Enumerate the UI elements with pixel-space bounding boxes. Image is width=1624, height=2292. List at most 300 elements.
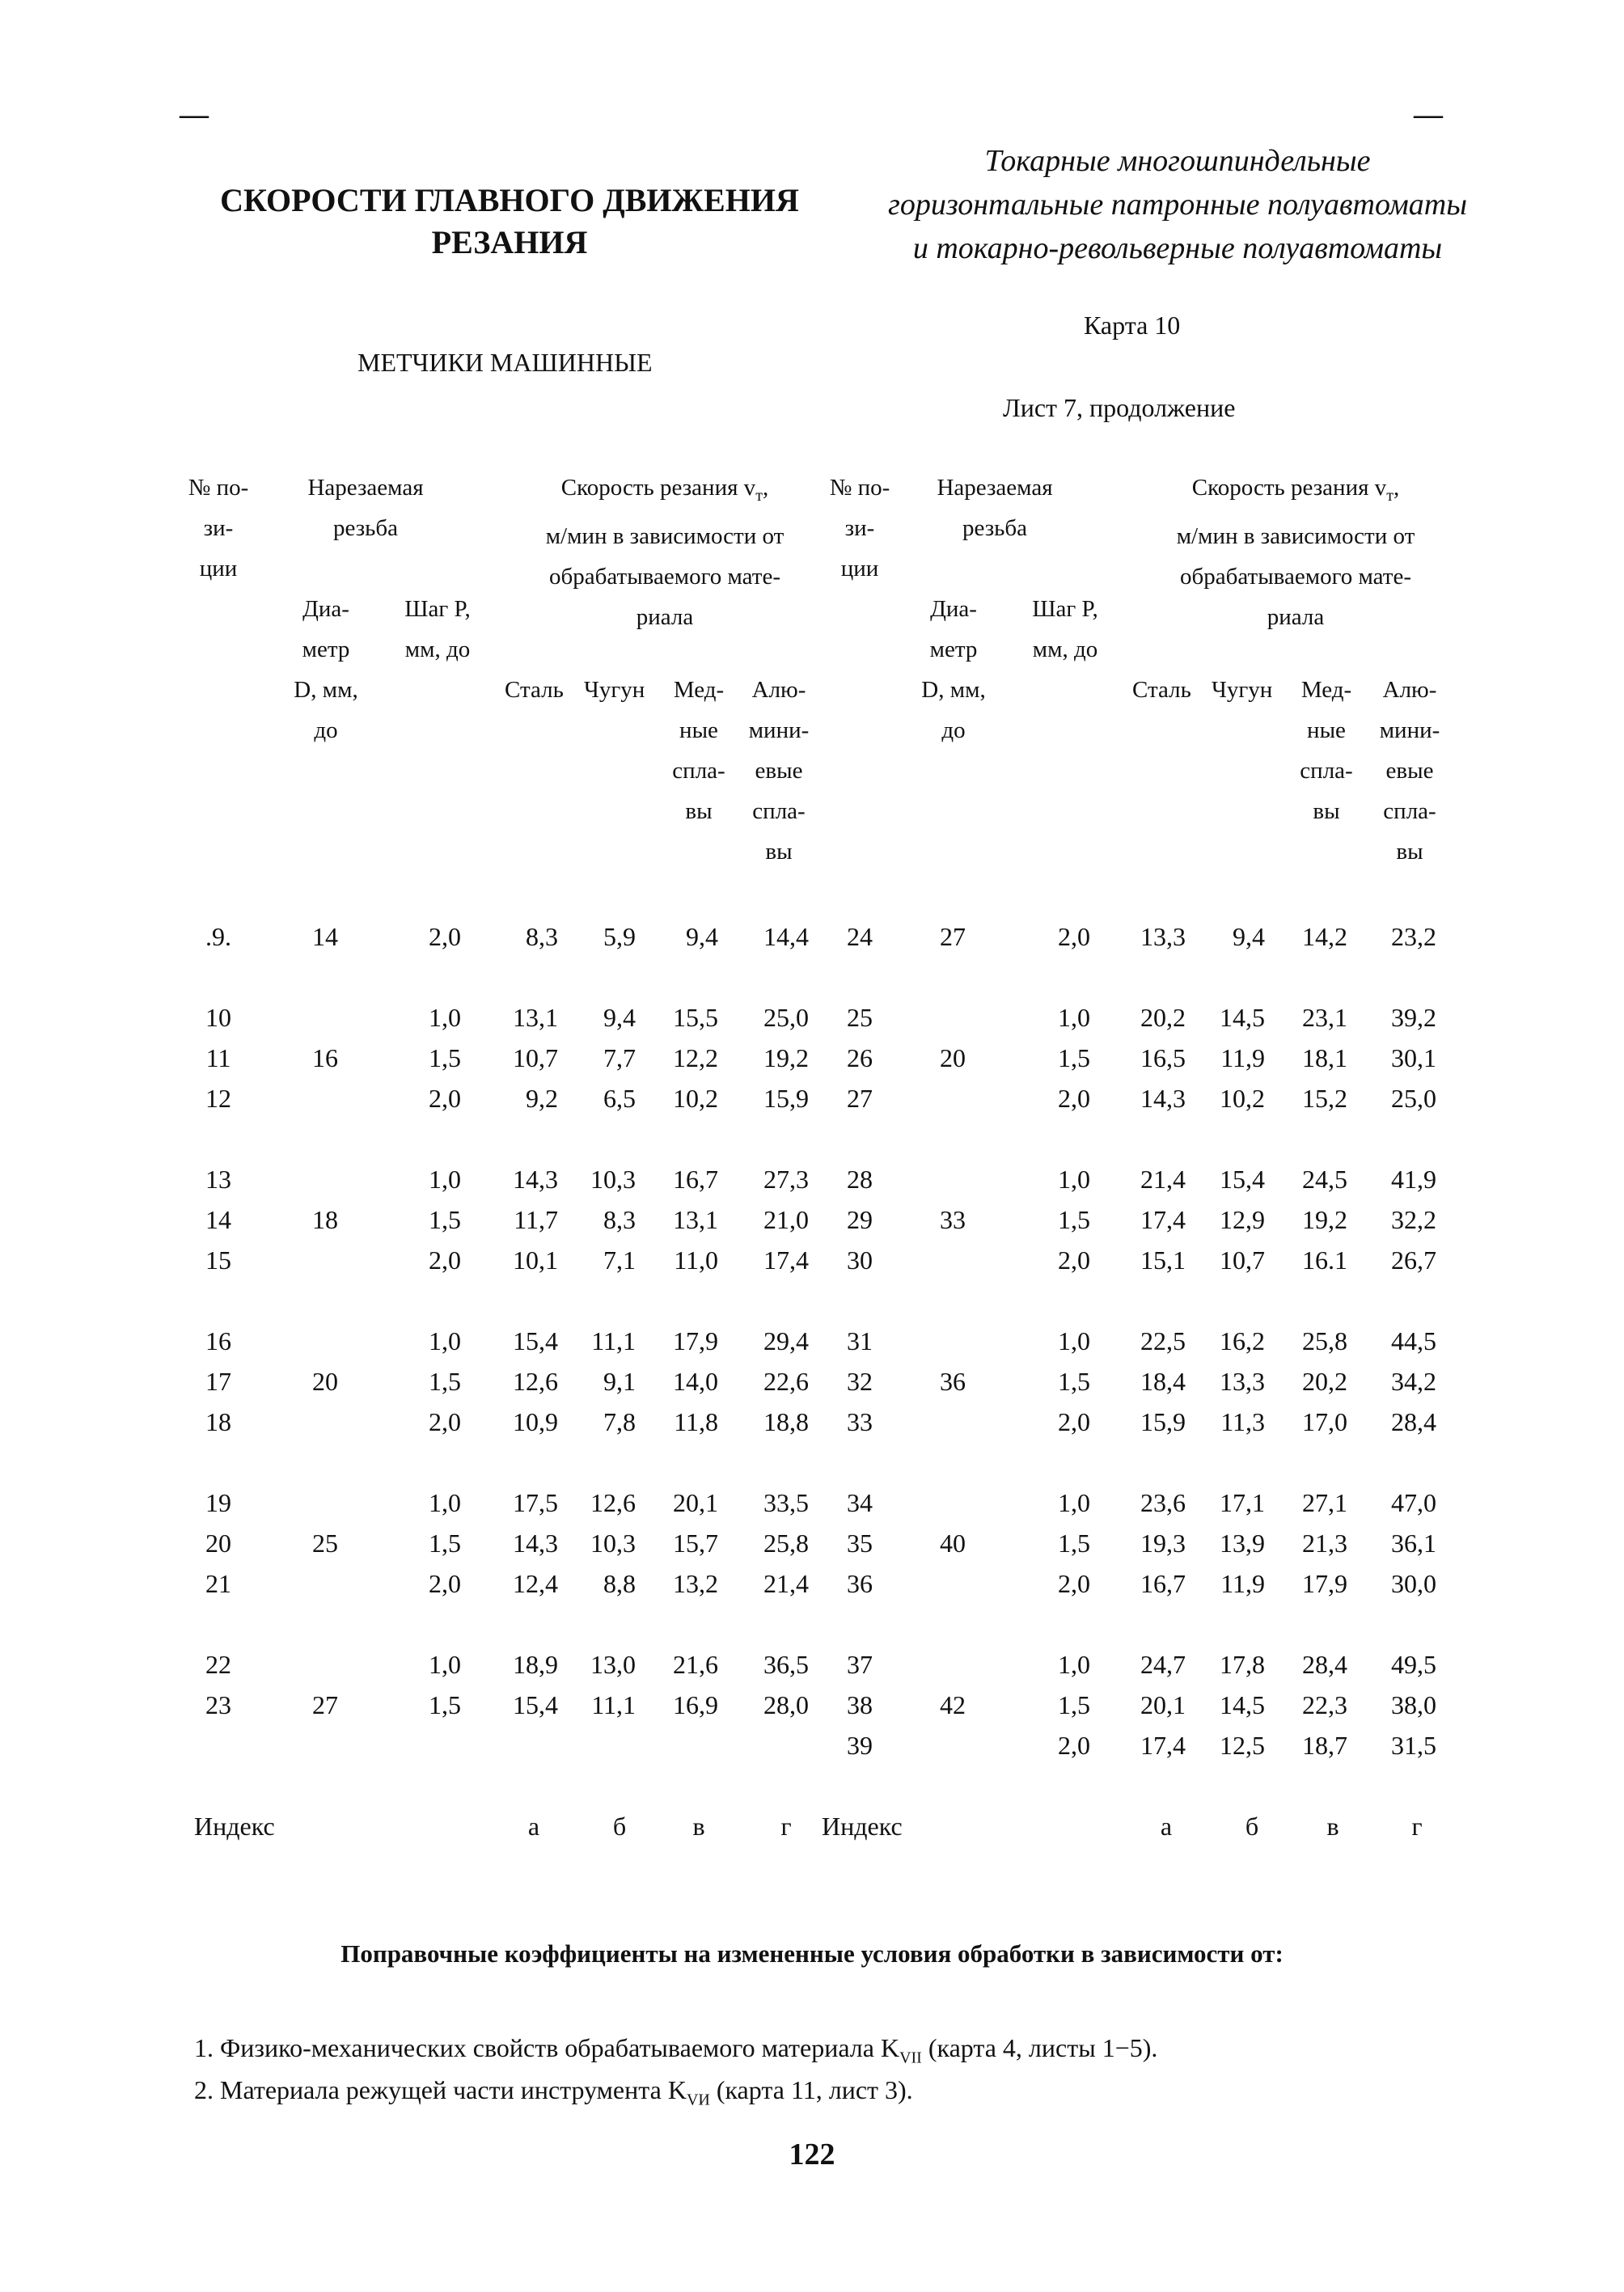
cell-copper: 15,2 bbox=[1302, 1084, 1347, 1113]
cell-iron: 13,9 bbox=[1220, 1529, 1265, 1558]
header-text: Алю- bbox=[751, 677, 806, 703]
header-position bbox=[182, 467, 255, 589]
cell-position: 31 bbox=[847, 1326, 873, 1355]
cell-iron: 10,7 bbox=[1220, 1245, 1265, 1275]
cell-aluminium: 28,0 bbox=[763, 1690, 809, 1719]
cell-iron: 10,3 bbox=[590, 1165, 636, 1194]
note-text: 2. Материала режущей части инструмента K bbox=[194, 2075, 687, 2104]
cell-step: 2,0 bbox=[429, 1407, 461, 1436]
header-text: риала bbox=[1267, 603, 1325, 630]
cell-steel: 20,1 bbox=[1140, 1690, 1186, 1719]
header-text: спла- bbox=[672, 758, 725, 784]
header-text: № по- bbox=[829, 475, 890, 501]
cell-aluminium: 38,0 bbox=[1391, 1690, 1436, 1719]
cell-iron: 9,1 bbox=[603, 1367, 636, 1396]
corrections-title: Поправочные коэффициенты на измененные условия обработки в зависимости от: bbox=[340, 1939, 1284, 1968]
cell-position: 14 bbox=[205, 1205, 231, 1234]
cell-aluminium: 49,5 bbox=[1391, 1650, 1436, 1679]
cell-copper: 18,1 bbox=[1302, 1043, 1347, 1072]
header-text: до bbox=[941, 717, 966, 743]
machine-line-2: горизонтальные патронные полуавтоматы bbox=[888, 188, 1467, 222]
header-text: ные bbox=[679, 717, 718, 743]
cell-iron: 10,3 bbox=[590, 1529, 636, 1558]
cell-copper: 12,2 bbox=[673, 1043, 718, 1072]
cell-copper: 24,5 bbox=[1302, 1165, 1347, 1194]
cell-step: 1,0 bbox=[429, 1650, 461, 1679]
cell-iron: 17,1 bbox=[1220, 1488, 1265, 1517]
note-text: (карта 11, лист 3). bbox=[709, 2075, 913, 2104]
cell-diameter: 18 bbox=[312, 1205, 338, 1234]
cell-step: 1,5 bbox=[429, 1205, 461, 1234]
cell-step: 2,0 bbox=[429, 1569, 461, 1598]
cell-steel: 10,9 bbox=[513, 1407, 558, 1436]
cell-aluminium: 22,6 bbox=[763, 1367, 809, 1396]
cell-step: 1,5 bbox=[429, 1367, 461, 1396]
cell-position: 35 bbox=[847, 1529, 873, 1558]
cell-position: 27 bbox=[847, 1084, 873, 1113]
top-left-dash: — bbox=[180, 98, 209, 130]
cell-position: 21 bbox=[205, 1569, 231, 1598]
header-text: ные bbox=[1307, 717, 1346, 743]
note-text: (карта 4, листы 1−5). bbox=[921, 2033, 1158, 2062]
cell-copper: 16.1 bbox=[1302, 1245, 1347, 1275]
header-text: вы bbox=[685, 798, 713, 824]
cell-steel: 18,4 bbox=[1140, 1367, 1186, 1396]
sheet-label: Лист 7, продолжение bbox=[1003, 393, 1236, 422]
cell-position: 13 bbox=[205, 1165, 231, 1194]
cell-copper: 21,6 bbox=[673, 1650, 718, 1679]
header-text: вы bbox=[1396, 839, 1423, 865]
cell-position: 25 bbox=[847, 1003, 873, 1032]
cell-position: .9. bbox=[205, 922, 231, 951]
cell-steel: 13,1 bbox=[513, 1003, 558, 1032]
cell-copper: 15,7 bbox=[673, 1529, 718, 1558]
index-a-left: а bbox=[527, 1812, 540, 1841]
cell-step: 1,0 bbox=[429, 1488, 461, 1517]
cell-iron: 7,7 bbox=[603, 1043, 636, 1072]
header-text: № по- bbox=[188, 475, 249, 501]
cell-step: 1,5 bbox=[1058, 1529, 1090, 1558]
cell-position: 30 bbox=[847, 1245, 873, 1275]
cell-iron: 7,1 bbox=[603, 1245, 636, 1275]
title-line-2: РЕЗАНИЯ bbox=[431, 224, 588, 260]
header-diameter-right bbox=[909, 589, 998, 751]
header-diameter bbox=[281, 589, 370, 751]
cell-position: 33 bbox=[847, 1407, 873, 1436]
cell-iron: 13,0 bbox=[590, 1650, 636, 1679]
cell-copper: 25,8 bbox=[1302, 1326, 1347, 1355]
cell-iron: 11,3 bbox=[1220, 1407, 1265, 1436]
header-text: метр bbox=[302, 636, 350, 662]
cell-aluminium: 28,4 bbox=[1391, 1407, 1436, 1436]
machine-description bbox=[814, 139, 1542, 270]
note-subscript: VII bbox=[899, 2049, 922, 2067]
header-text: резьба bbox=[332, 515, 399, 541]
cell-aluminium: 47,0 bbox=[1391, 1488, 1436, 1517]
cell-diameter: 20 bbox=[940, 1043, 966, 1072]
header-step-right bbox=[1013, 589, 1118, 670]
cell-aluminium: 27,3 bbox=[763, 1165, 809, 1194]
cell-steel: 19,3 bbox=[1140, 1529, 1186, 1558]
cell-aluminium: 36,5 bbox=[763, 1650, 809, 1679]
cell-aluminium: 17,4 bbox=[763, 1245, 809, 1275]
header-text: Нарезаемая bbox=[307, 475, 424, 501]
cell-aluminium: 30,0 bbox=[1391, 1569, 1436, 1598]
machine-line-3: и токарно-револьверные полуавтоматы bbox=[912, 231, 1443, 265]
cell-iron: 9,4 bbox=[603, 1003, 636, 1032]
header-aluminium-right bbox=[1373, 670, 1446, 872]
cell-aluminium: 15,9 bbox=[763, 1084, 809, 1113]
cell-step: 1,0 bbox=[1058, 1650, 1090, 1679]
header-step bbox=[385, 589, 490, 670]
cell-iron: 6,5 bbox=[603, 1084, 636, 1113]
note-subscript: VИ bbox=[686, 2091, 710, 2109]
cell-copper: 13,1 bbox=[673, 1205, 718, 1234]
header-thread bbox=[285, 467, 446, 548]
header-text: спла- bbox=[752, 798, 806, 824]
cell-position: 24 bbox=[847, 922, 873, 951]
cell-position: 23 bbox=[205, 1690, 231, 1719]
cell-steel: 15,9 bbox=[1140, 1407, 1186, 1436]
cell-position: 38 bbox=[847, 1690, 873, 1719]
header-text: евые bbox=[1385, 758, 1434, 784]
header-text: D, мм, bbox=[294, 677, 358, 703]
cell-step: 2,0 bbox=[1058, 1084, 1090, 1113]
note-text: 1. Физико-механических свойств обрабатываемого материала K bbox=[194, 2033, 900, 2062]
header-copper bbox=[666, 670, 731, 831]
cell-position: 22 bbox=[205, 1650, 231, 1679]
cell-iron: 8,3 bbox=[603, 1205, 636, 1234]
header-speed-line1 bbox=[495, 467, 835, 516]
header-text: Скорость резания v bbox=[1191, 475, 1387, 501]
header-text: мм, до bbox=[1032, 636, 1098, 662]
cell-copper: 9,4 bbox=[686, 922, 718, 951]
cell-step: 2,0 bbox=[429, 1084, 461, 1113]
cell-position: 34 bbox=[847, 1488, 873, 1517]
note-1 bbox=[194, 2033, 1157, 2067]
header-text: Мед- bbox=[673, 677, 725, 703]
header-text: Диа- bbox=[930, 596, 977, 622]
header-text: Шаг P, bbox=[1032, 596, 1098, 622]
cell-step: 2,0 bbox=[429, 922, 461, 951]
cell-copper: 11,8 bbox=[674, 1407, 718, 1436]
cell-steel: 18,9 bbox=[513, 1650, 558, 1679]
cell-iron: 8,8 bbox=[603, 1569, 636, 1598]
cell-copper: 17,9 bbox=[673, 1326, 718, 1355]
cell-step: 1,0 bbox=[429, 1326, 461, 1355]
machine-line-1: Токарные многошпиндельные bbox=[984, 144, 1371, 178]
cell-step: 2,0 bbox=[1058, 1731, 1090, 1760]
cell-copper: 17,9 bbox=[1302, 1569, 1347, 1598]
cell-diameter: 25 bbox=[312, 1529, 338, 1558]
cell-aluminium: 32,2 bbox=[1391, 1205, 1436, 1234]
cell-iron: 12,5 bbox=[1220, 1731, 1265, 1760]
cell-step: 1,5 bbox=[429, 1529, 461, 1558]
cell-copper: 27,1 bbox=[1302, 1488, 1347, 1517]
cell-position: 29 bbox=[847, 1205, 873, 1234]
cell-copper: 17,0 bbox=[1302, 1407, 1347, 1436]
cell-steel: 17,5 bbox=[513, 1488, 558, 1517]
index-g-right: г bbox=[1411, 1812, 1423, 1841]
cell-copper: 28,4 bbox=[1302, 1650, 1347, 1679]
cell-position: 28 bbox=[847, 1165, 873, 1194]
cell-aluminium: 14,4 bbox=[763, 922, 809, 951]
header-text: Скорость резания v bbox=[560, 475, 756, 501]
cell-step: 1,0 bbox=[429, 1003, 461, 1032]
cell-aluminium: 19,2 bbox=[763, 1043, 809, 1072]
header-text: Мед- bbox=[1300, 677, 1352, 703]
cell-position: 11 bbox=[205, 1043, 231, 1072]
header-text: зи- bbox=[203, 515, 234, 541]
cell-copper: 19,2 bbox=[1302, 1205, 1347, 1234]
cell-diameter: 42 bbox=[940, 1690, 966, 1719]
cell-copper: 23,1 bbox=[1302, 1003, 1347, 1032]
cell-copper: 11,0 bbox=[674, 1245, 718, 1275]
cell-iron: 11,9 bbox=[1220, 1569, 1265, 1598]
header-text: вы bbox=[765, 839, 793, 865]
cell-diameter: 27 bbox=[312, 1690, 338, 1719]
cell-copper: 16,9 bbox=[673, 1690, 718, 1719]
header-copper-right bbox=[1294, 670, 1359, 831]
cell-iron: 15,4 bbox=[1220, 1165, 1265, 1194]
cell-step: 1,0 bbox=[1058, 1003, 1090, 1032]
cell-steel: 17,4 bbox=[1140, 1205, 1186, 1234]
header-text: спла- bbox=[1300, 758, 1353, 784]
cell-iron: 9,4 bbox=[1233, 922, 1265, 951]
header-position-right bbox=[823, 467, 896, 589]
header-text: Шаг P, bbox=[404, 596, 471, 622]
cell-iron: 14,5 bbox=[1220, 1690, 1265, 1719]
header-speed bbox=[495, 467, 835, 637]
cell-step: 1,0 bbox=[1058, 1326, 1090, 1355]
header-text: спла- bbox=[1383, 798, 1436, 824]
cell-iron: 11,1 bbox=[591, 1690, 636, 1719]
cell-diameter: 33 bbox=[940, 1205, 966, 1234]
cell-position: 39 bbox=[847, 1731, 873, 1760]
cell-step: 1,5 bbox=[1058, 1367, 1090, 1396]
cell-steel: 21,4 bbox=[1140, 1165, 1186, 1194]
cell-copper: 15,5 bbox=[673, 1003, 718, 1032]
page-title bbox=[202, 180, 817, 264]
cell-position: 37 bbox=[847, 1650, 873, 1679]
cell-steel: 15,1 bbox=[1140, 1245, 1186, 1275]
cell-steel: 20,2 bbox=[1140, 1003, 1186, 1032]
cell-steel: 16,7 bbox=[1140, 1569, 1186, 1598]
cell-position: 17 bbox=[205, 1367, 231, 1396]
cell-aluminium: 25,0 bbox=[763, 1003, 809, 1032]
header-text: метр bbox=[929, 636, 978, 662]
cell-aluminium: 21,4 bbox=[763, 1569, 809, 1598]
cell-step: 1,0 bbox=[1058, 1488, 1090, 1517]
header-text: мини- bbox=[1379, 717, 1440, 743]
cell-step: 1,5 bbox=[1058, 1205, 1090, 1234]
cell-position: 26 bbox=[847, 1043, 873, 1072]
cell-copper: 10,2 bbox=[673, 1084, 718, 1113]
cell-position: 32 bbox=[847, 1367, 873, 1396]
cell-step: 2,0 bbox=[1058, 1245, 1090, 1275]
cell-steel: 12,6 bbox=[513, 1367, 558, 1396]
cell-diameter: 36 bbox=[940, 1367, 966, 1396]
index-label-right: Индекс bbox=[822, 1812, 903, 1841]
cell-aluminium: 41,9 bbox=[1391, 1165, 1436, 1194]
index-a-right: а bbox=[1160, 1812, 1173, 1841]
cell-steel: 14,3 bbox=[513, 1165, 558, 1194]
cell-position: 16 bbox=[205, 1326, 231, 1355]
header-text: ции bbox=[840, 556, 879, 581]
cell-steel: 9,2 bbox=[526, 1084, 558, 1113]
cell-copper: 14,2 bbox=[1302, 922, 1347, 951]
header-text: обрабатываемого мате- bbox=[1180, 563, 1411, 590]
cell-step: 2,0 bbox=[1058, 1407, 1090, 1436]
cell-copper: 14,0 bbox=[673, 1367, 718, 1396]
header-text: , bbox=[762, 475, 769, 501]
tool-label: МЕТЧИКИ МАШИННЫЕ bbox=[357, 348, 653, 377]
cell-diameter: 16 bbox=[312, 1043, 338, 1072]
cell-position: 19 bbox=[205, 1488, 231, 1517]
cell-position: 18 bbox=[205, 1407, 231, 1436]
header-text: вы bbox=[1313, 798, 1340, 824]
cell-steel: 11,7 bbox=[514, 1205, 558, 1234]
cell-diameter: 14 bbox=[312, 922, 338, 951]
cell-aluminium: 33,5 bbox=[763, 1488, 809, 1517]
cell-steel: 17,4 bbox=[1140, 1731, 1186, 1760]
cell-step: 2,0 bbox=[1058, 1569, 1090, 1598]
cell-steel: 10,1 bbox=[513, 1245, 558, 1275]
header-thread-right bbox=[914, 467, 1076, 548]
header-text: D, мм, bbox=[921, 677, 986, 703]
cell-steel: 16,5 bbox=[1140, 1043, 1186, 1072]
cell-steel: 12,4 bbox=[513, 1569, 558, 1598]
cell-position: 36 bbox=[847, 1569, 873, 1598]
cell-copper: 16,7 bbox=[673, 1165, 718, 1194]
header-text: до bbox=[314, 717, 338, 743]
header-iron: Чугун bbox=[584, 677, 645, 703]
cell-aluminium: 21,0 bbox=[763, 1205, 809, 1234]
header-iron-right: Чугун bbox=[1212, 677, 1273, 703]
cell-steel: 22,5 bbox=[1140, 1326, 1186, 1355]
cell-aluminium: 25,8 bbox=[763, 1529, 809, 1558]
header-text: Диа- bbox=[302, 596, 349, 622]
header-speed-right bbox=[1126, 467, 1465, 637]
cell-diameter: 20 bbox=[312, 1367, 338, 1396]
header-text: , bbox=[1393, 475, 1400, 501]
index-v-left: в bbox=[692, 1812, 705, 1841]
cell-steel: 24,7 bbox=[1140, 1650, 1186, 1679]
header-text: зи- bbox=[844, 515, 875, 541]
cell-aluminium: 29,4 bbox=[763, 1326, 809, 1355]
cell-aluminium: 36,1 bbox=[1391, 1529, 1436, 1558]
cell-aluminium: 23,2 bbox=[1391, 922, 1436, 951]
header-aluminium bbox=[742, 670, 815, 872]
cell-aluminium: 34,2 bbox=[1391, 1367, 1436, 1396]
index-g-left: г bbox=[780, 1812, 792, 1841]
header-text: Нарезаемая bbox=[937, 475, 1053, 501]
cell-aluminium: 25,0 bbox=[1391, 1084, 1436, 1113]
header-text: резьба bbox=[962, 515, 1028, 541]
cell-aluminium: 18,8 bbox=[763, 1407, 809, 1436]
cell-steel: 15,4 bbox=[513, 1326, 558, 1355]
cell-step: 1,5 bbox=[1058, 1690, 1090, 1719]
header-text: т bbox=[755, 486, 763, 505]
cell-copper: 21,3 bbox=[1302, 1529, 1347, 1558]
card-label: Карта 10 bbox=[1084, 311, 1181, 340]
cell-steel: 23,6 bbox=[1140, 1488, 1186, 1517]
cell-position: 20 bbox=[205, 1529, 231, 1558]
header-text: т bbox=[1386, 486, 1394, 505]
cell-step: 1,5 bbox=[429, 1043, 461, 1072]
cell-step: 2,0 bbox=[429, 1245, 461, 1275]
cell-steel: 8,3 bbox=[526, 922, 558, 951]
header-text: мм, до bbox=[404, 636, 471, 662]
header-text: м/мин в зависимости от bbox=[545, 522, 785, 549]
cell-iron: 13,3 bbox=[1220, 1367, 1265, 1396]
top-right-dash: — bbox=[1414, 98, 1443, 130]
cell-steel: 10,7 bbox=[513, 1043, 558, 1072]
cell-aluminium: 30,1 bbox=[1391, 1043, 1436, 1072]
cell-iron: 12,9 bbox=[1220, 1205, 1265, 1234]
index-b-left: б bbox=[612, 1812, 627, 1841]
cell-iron: 10,2 bbox=[1220, 1084, 1265, 1113]
cell-iron: 12,6 bbox=[590, 1488, 636, 1517]
cell-iron: 7,8 bbox=[603, 1407, 636, 1436]
cell-iron: 11,9 bbox=[1220, 1043, 1265, 1072]
cell-iron: 14,5 bbox=[1220, 1003, 1265, 1032]
cell-iron: 16,2 bbox=[1220, 1326, 1265, 1355]
cell-steel: 14,3 bbox=[513, 1529, 558, 1558]
cell-position: 15 bbox=[205, 1245, 231, 1275]
cell-steel: 15,4 bbox=[513, 1690, 558, 1719]
cell-position: 12 bbox=[205, 1084, 231, 1113]
cell-step: 1,0 bbox=[429, 1165, 461, 1194]
header-speed-line1 bbox=[1126, 467, 1465, 516]
header-text: м/мин в зависимости от bbox=[1176, 522, 1415, 549]
cell-copper: 18,7 bbox=[1302, 1731, 1347, 1760]
header-text: Алю- bbox=[1382, 677, 1437, 703]
cell-copper: 20,2 bbox=[1302, 1367, 1347, 1396]
cell-aluminium: 44,5 bbox=[1391, 1326, 1436, 1355]
header-text: евые bbox=[755, 758, 803, 784]
index-label-left: Индекс bbox=[194, 1812, 275, 1841]
header-steel: Сталь bbox=[505, 677, 564, 703]
cell-copper: 20,1 bbox=[673, 1488, 718, 1517]
cell-iron: 17,8 bbox=[1220, 1650, 1265, 1679]
header-text: риала bbox=[636, 603, 694, 630]
cell-steel: 14,3 bbox=[1140, 1084, 1186, 1113]
cell-diameter: 27 bbox=[940, 922, 966, 951]
cell-step: 2,0 bbox=[1058, 922, 1090, 951]
header-text: мини- bbox=[748, 717, 810, 743]
cell-iron: 5,9 bbox=[603, 922, 636, 951]
header-steel-right: Сталь bbox=[1132, 677, 1191, 703]
cell-position: 10 bbox=[205, 1003, 231, 1032]
cell-step: 1,0 bbox=[1058, 1165, 1090, 1194]
header-text: обрабатываемого мате- bbox=[549, 563, 780, 590]
cell-iron: 11,1 bbox=[591, 1326, 636, 1355]
index-b-right: б bbox=[1245, 1812, 1259, 1841]
note-2 bbox=[194, 2075, 913, 2109]
title-line-1: СКОРОСТИ ГЛАВНОГО ДВИЖЕНИЯ bbox=[220, 182, 799, 218]
cell-step: 1,5 bbox=[1058, 1043, 1090, 1072]
cell-diameter: 40 bbox=[940, 1529, 966, 1558]
cell-step: 1,5 bbox=[429, 1690, 461, 1719]
cell-aluminium: 39,2 bbox=[1391, 1003, 1436, 1032]
cell-steel: 13,3 bbox=[1140, 922, 1186, 951]
cell-copper: 22,3 bbox=[1302, 1690, 1347, 1719]
index-v-right: в bbox=[1326, 1812, 1339, 1841]
header-text: ции bbox=[199, 556, 238, 581]
cell-aluminium: 31,5 bbox=[1391, 1731, 1436, 1760]
cell-copper: 13,2 bbox=[673, 1569, 718, 1598]
